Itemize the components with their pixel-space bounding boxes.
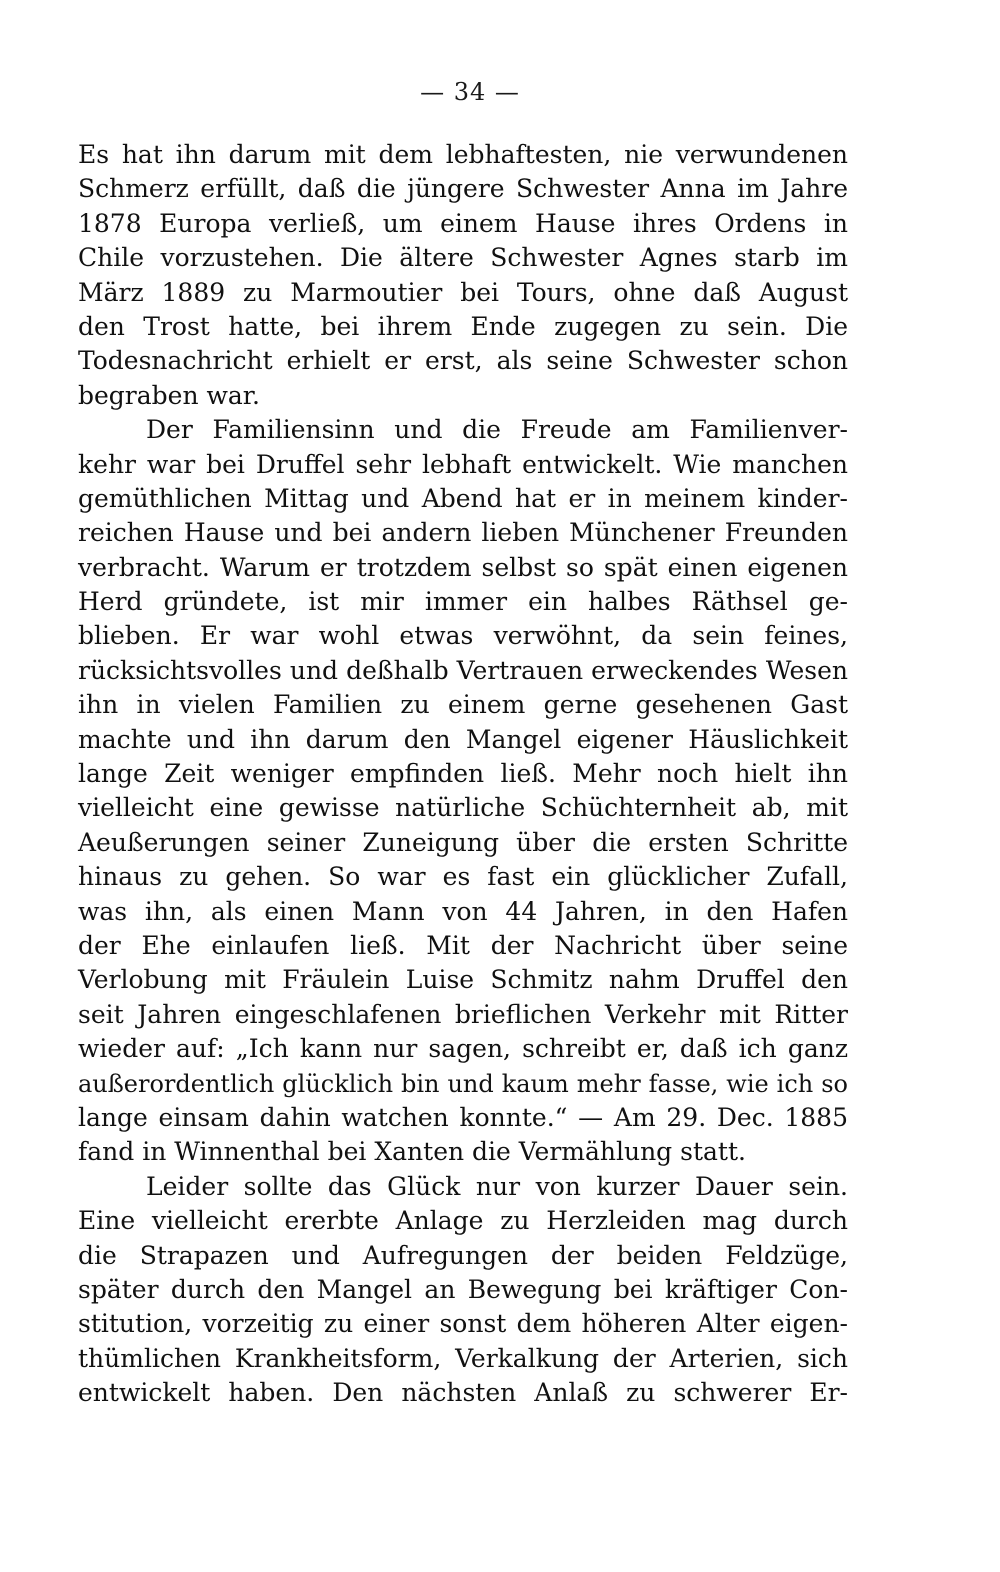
text-line: der Ehe einlaufen ließ. Mit der Nachricht über seine bbox=[78, 930, 848, 960]
text-line: Eine vielleicht ererbte Anlage zu Herzleiden mag durch bbox=[78, 1206, 848, 1236]
text-line: Herd gründete, ist mir immer ein halbes Räthsel ge- bbox=[78, 587, 848, 617]
text-line: kehr war bei Druffel sehr lebhaft entwickelt. Wie manchen bbox=[78, 449, 848, 479]
text-line: blieben. Er war wohl etwas verwöhnt, da sein feines, bbox=[78, 621, 848, 651]
text-line: Todesnachricht erhielt er erst, als seine Schwester schon bbox=[78, 346, 848, 376]
body-text bbox=[78, 138, 848, 1410]
text-line: Verlobung mit Fräulein Luise Schmitz nahm Druffel den bbox=[78, 965, 848, 995]
text-line: Leider sollte das Glück nur von kurzer Dauer sein. bbox=[146, 1171, 848, 1201]
text-line: ihn in vielen Familien zu einem gerne gesehenen Gast bbox=[78, 690, 848, 720]
text-line: Aeußerungen seiner Zuneigung über die ersten Schritte bbox=[78, 827, 848, 857]
text-line: Der Familiensinn und die Freude am Familienver- bbox=[146, 415, 848, 445]
text-line: seit Jahren eingeschlafenen brieflichen Verkehr mit Ritter bbox=[78, 999, 848, 1029]
text-line: lange einsam dahin watchen konnte.“ — Am 29. Dec. 1885 bbox=[78, 1102, 848, 1132]
text-line: lange Zeit weniger empfinden ließ. Mehr noch hielt ihn bbox=[78, 759, 848, 789]
text-line: begraben war. bbox=[78, 380, 260, 410]
text-line: später durch den Mangel an Bewegung bei kräftiger Con- bbox=[78, 1274, 848, 1304]
text-line: Schmerz erfüllt, daß die jüngere Schwester Anna im Jahre bbox=[78, 174, 848, 204]
text-line: vielleicht eine gewisse natürliche Schüchternheit ab, mit bbox=[78, 793, 848, 823]
text-line: gemüthlichen Mittag und Abend hat er in meinem kinder- bbox=[78, 483, 848, 513]
text-line: die Strapazen und Aufregungen der beiden Feldzüge, bbox=[78, 1240, 848, 1270]
text-line: außerordentlich glücklich bin und kaum mehr fasse, wie ich so bbox=[78, 1069, 848, 1098]
page-number: — 34 — bbox=[420, 78, 520, 106]
text-line: Chile vorzustehen. Die ältere Schwester Agnes starb im bbox=[78, 243, 848, 273]
text-line: rücksichtsvolles und deßhalb Vertrauen erweckendes Wesen bbox=[78, 655, 848, 685]
text-line: thümlichen Krankheitsform, Verkalkung der Arterien, sich bbox=[78, 1343, 848, 1373]
text-line: hinaus zu gehen. So war es fast ein glücklicher Zufall, bbox=[78, 862, 848, 892]
text-line: fand in Winnenthal bei Xanten die Vermählung statt. bbox=[78, 1137, 746, 1167]
text-line: reichen Hause und bei andern lieben Münchener Freunden bbox=[78, 518, 848, 548]
text-line: 1878 Europa verließ, um einem Hause ihres Ordens in bbox=[78, 208, 848, 238]
text-line: Es hat ihn darum mit dem lebhaftesten, nie verwundenen bbox=[78, 140, 848, 169]
text-line: machte und ihn darum den Mangel eigener Häuslichkeit bbox=[78, 724, 848, 754]
text-line: was ihn, als einen Mann von 44 Jahren, in den Hafen bbox=[78, 896, 848, 926]
text-line: entwickelt haben. Den nächsten Anlaß zu schwerer Er- bbox=[78, 1378, 848, 1408]
text-line: verbracht. Warum er trotzdem selbst so spät einen eigenen bbox=[78, 552, 848, 582]
text-line: wieder auf: „Ich kann nur sagen, schreibt er, daß ich ganz bbox=[78, 1034, 848, 1064]
text-line: den Trost hatte, bei ihrem Ende zugegen zu sein. Die bbox=[78, 311, 848, 341]
text-line: stitution, vorzeitig zu einer sonst dem höheren Alter eigen- bbox=[78, 1309, 848, 1339]
text-line: März 1889 zu Marmoutier bei Tours, ohne daß August bbox=[78, 277, 848, 307]
